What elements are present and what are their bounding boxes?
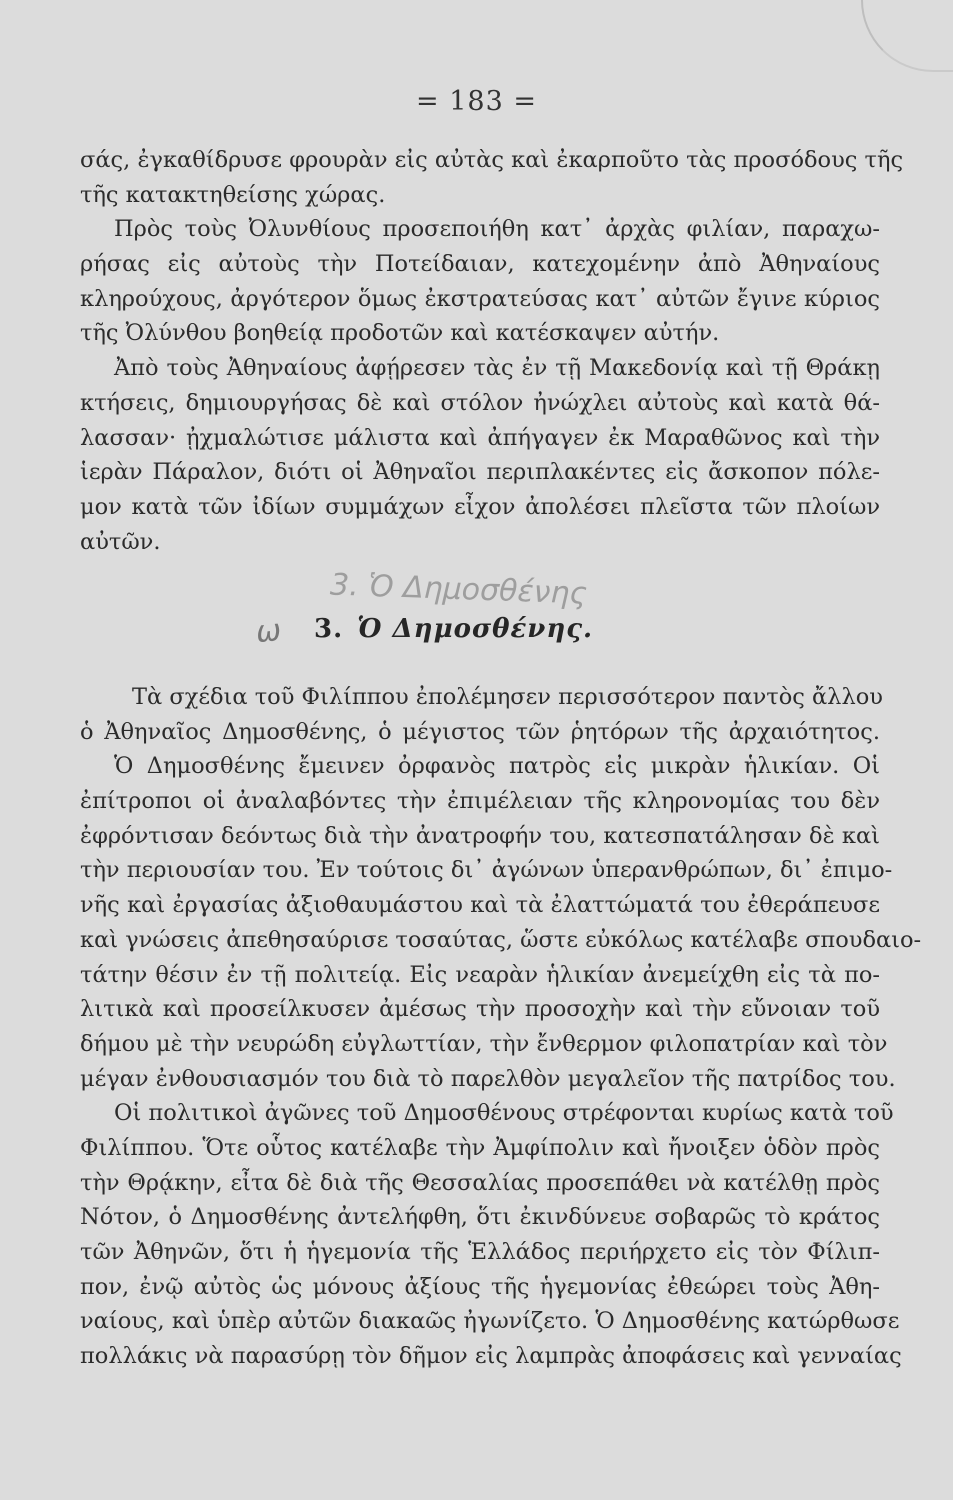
text-line: τὴν Θρᾴκην, εἶτα δὲ διὰ τῆς Θεσσαλίας προσεπάθει νὰ κατέλθῃ πρὸς — [80, 1169, 880, 1196]
text-line: μέγαν ἐνθουσιασμόν του διὰ τὸ παρελθὸν μεγαλεῖον τῆς πατρίδος του. — [80, 1065, 896, 1092]
text-line: πον, ἐνῷ αὐτὸς ὡς μόνους ἀξίους τῆς ἡγεμονίας ἐθεώρει τοὺς Ἀθη- — [80, 1273, 880, 1300]
section-number: 3. — [314, 614, 344, 644]
text-line: τῆς Ὀλύνθου βοηθείᾳ προδοτῶν καὶ κατέσκαψεν αὐτήν. — [80, 320, 720, 347]
text-line: δήμου μὲ τὴν νευρώδη εὐγλωττίαν, τὴν ἔνθερμον φιλοπατρίαν καὶ τὸν — [80, 1030, 888, 1057]
text-line: ὁ Ἀθηναῖος Δημοσθένης, ὁ μέγιστος τῶν ῥητόρων τῆς ἀρχαιότητος. — [80, 718, 880, 745]
text-line: ἱερὰν Πάραλον, διότι οἱ Ἀθηναῖοι περιπλακέντες εἰς ἄσκοπον πόλε- — [80, 459, 880, 486]
section-heading — [314, 614, 593, 644]
text-line: αὐτῶν. — [80, 528, 161, 555]
text-line: σάς, ἐγκαθίδρυσε φρουρὰν εἰς αὐτὰς καὶ ἐκαρποῦτο τὰς προσόδους τῆς — [80, 147, 904, 173]
text-line: ρήσας εἰς αὐτοὺς τὴν Ποτείδαιαν, κατεχομένην ἀπὸ Ἀθηναίους — [80, 251, 880, 278]
text-line: τὴν περιουσίαν του. Ἐν τούτοις δι᾽ ἀγώνων ὑπερανθρώπων, δι᾽ ἐπιμο- — [80, 857, 893, 884]
text-line: Τὰ σχέδια τοῦ Φιλίππου ἐπολέμησεν περισσότερον παντὸς ἄλλου — [132, 684, 883, 710]
text-line: Νότον, ὁ Δημοσθένης ἀντελήφθη, ὅτι ἐκινδύνευε σοβαρῶς τὸ κράτος — [80, 1204, 880, 1231]
text-line: πολλάκις νὰ παρασύρῃ τὸν δῆμον εἰς λαμπρὰς ἀποφάσεις καὶ γενναίας — [80, 1343, 902, 1370]
text-line: Φιλίππου. Ὅτε οὗτος κατέλαβε τὴν Ἀμφίπολιν καὶ ἤνοιξεν ὁδὸν πρὸς — [80, 1134, 880, 1161]
text-line: τῶν Ἀθηνῶν, ὅτι ἡ ἡγεμονία τῆς Ἑλλάδος περιήρχετο εἰς τὸν Φίλιπ- — [80, 1239, 880, 1265]
text-line: κτήσεις, δημιουργήσας δὲ καὶ στόλον ἠνώχλει αὐτοὺς καὶ κατὰ θά- — [80, 389, 880, 416]
section-title: Ὁ Δημοσθένης. — [357, 614, 594, 644]
handwritten-mark: ω — [254, 612, 283, 651]
text-line: Οἱ πολιτικοὶ ἀγῶνες τοῦ Δημοσθένους στρέφονται κυρίως κατὰ τοῦ — [114, 1100, 894, 1127]
text-line: ναίους, καὶ ὑπὲρ αὐτῶν διακαῶς ἠγωνίζετο. Ὁ Δημοσθένης κατώρθωσε — [80, 1308, 900, 1335]
text-line: Ἀπὸ τοὺς Ἀθηναίους ἀφῄρεσεν τὰς ἐν τῇ Μακεδονίᾳ καὶ τῇ Θράκῃ — [114, 355, 880, 382]
text-line: μον κατὰ τῶν ἰδίων συμμάχων εἶχον ἀπολέσει πλεῖστα τῶν πλοίων — [80, 493, 880, 520]
text-line: νῆς καὶ ἐργασίας ἀξιοθαυμάστου καὶ τὰ ἐλαττώματά του ἐθεράπευσε — [80, 892, 880, 919]
text-line: ἐπίτροποι οἱ ἀναλαβόντες τὴν ἐπιμέλειαν τῆς κληρονομίας του δὲν — [80, 788, 880, 815]
text-block-bottom — [80, 680, 922, 1374]
text-line: Ὁ Δημοσθένης ἔμεινεν ὀρφανὸς πατρὸς εἰς μικρὰν ἡλικίαν. Οἱ — [114, 753, 880, 780]
page-edge-mark — [861, 0, 953, 72]
text-line: κληρούχους, ἀργότερον ὅμως ἐκστρατεύσας κατ᾽ αὐτῶν ἔγινε κύριος — [80, 285, 880, 312]
text-block-top — [80, 143, 904, 559]
handwritten-note: 3. Ὁ Δημοσθένης — [329, 567, 588, 612]
text-line: τάτην θέσιν ἐν τῇ πολιτείᾳ. Εἰς νεαρὰν ἡλικίαν ἀνεμείχθη εἰς τὰ πο- — [80, 961, 880, 988]
text-line: λασσαν· ᾐχμαλώτισε μάλιστα καὶ ἀπήγαγεν ἐκ Μαραθῶνος καὶ τὴν — [80, 424, 880, 451]
text-line: λιτικὰ καὶ προσείλκυσεν ἀμέσως τὴν προσοχὴν καὶ τὴν εὔνοιαν τοῦ — [80, 996, 880, 1023]
section-heading-area — [250, 567, 730, 652]
text-line: καὶ γνώσεις ἀπεθησαύρισε τοσαύτας, ὥστε εὐκόλως κατέλαβε σπουδαιο- — [80, 926, 922, 953]
page-number: = 183 = — [416, 86, 537, 117]
text-line: ἐφρόντισαν δεόντως διὰ τὴν ἀνατροφήν του, κατεσπατάλησαν δὲ καὶ — [80, 822, 880, 849]
text-line: τῆς κατακτηθείσης χώρας. — [80, 181, 386, 208]
text-line: Πρὸς τοὺς Ὀλυνθίους προσεποιήθη κατ᾽ ἀρχὰς φιλίαν, παραχω- — [114, 216, 880, 243]
